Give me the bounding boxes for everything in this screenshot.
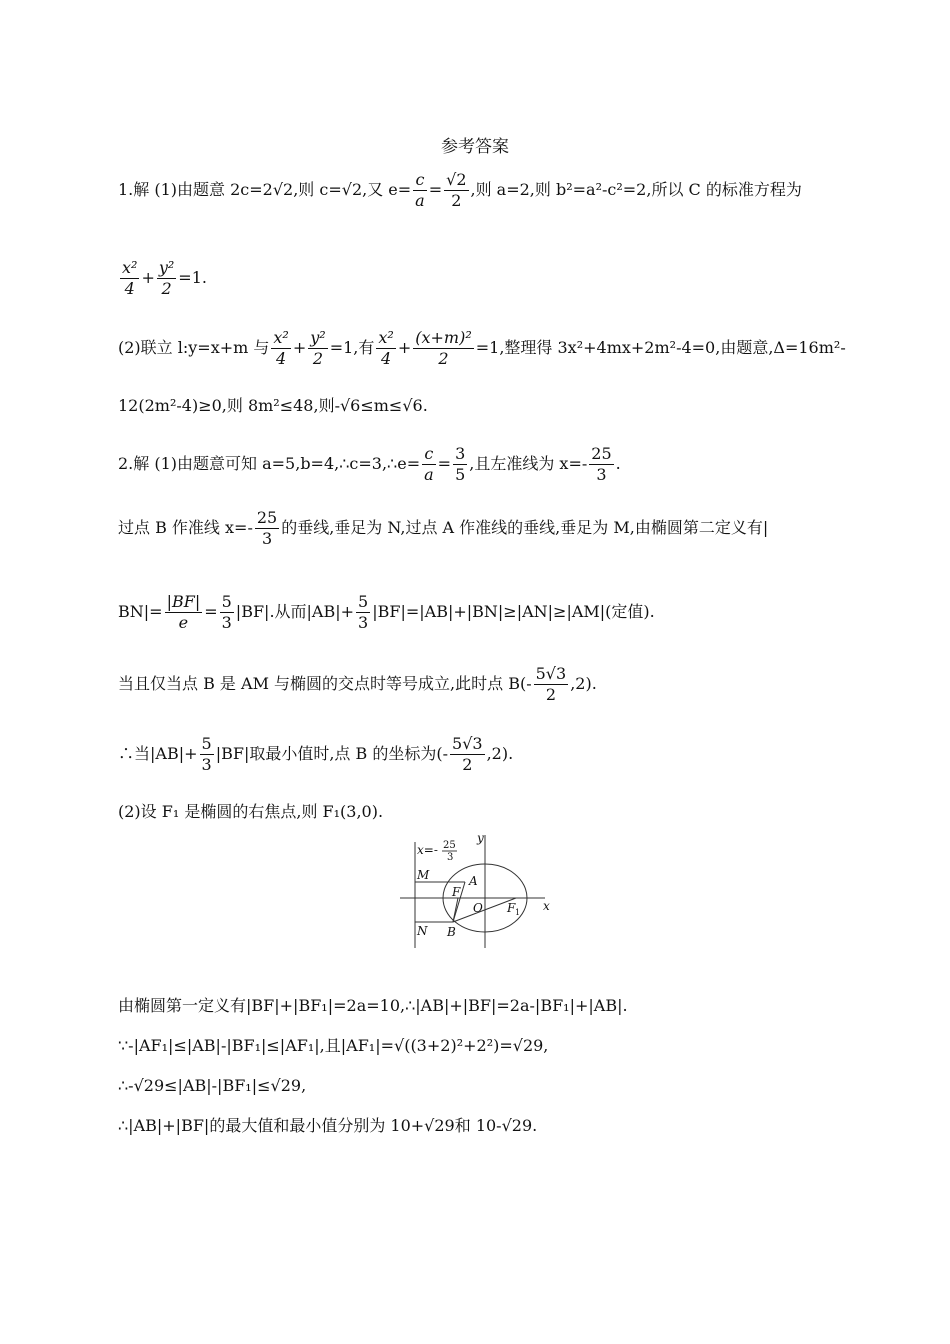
plus-sign: + (397, 338, 412, 357)
frac-5r3-2-b: $\frac{5√3}{2}$ (452, 734, 483, 774)
frac-root2-2: $\frac{√2}{2}$ (446, 170, 467, 210)
svg-text:3: 3 (447, 852, 454, 863)
q2-l3-text-c: |BF|=|AB|+|BN|≥|AN|≥|AM|(定值). (372, 602, 655, 621)
q2-line3 (118, 592, 655, 633)
q2-l4-text-a: 当且仅当点 B 是 AM 与椭圆的交点时等号成立,此时点 B(- (118, 674, 532, 693)
frac-x2-4-c: $\frac{\text{x²}}{4}$ (378, 328, 394, 368)
q2-l5-text-a: ∴当|AB|+ (118, 744, 198, 763)
frac-5r3-2: $\frac{5√3}{2}$ (535, 664, 567, 704)
svg-text:1: 1 (515, 908, 521, 917)
frac-3-5: $\frac{3}{5}$ (455, 444, 466, 484)
q2-text-c: . (615, 454, 621, 473)
std-tail: =1. (178, 268, 207, 287)
equals-sign: = (428, 180, 443, 199)
svg-text:25: 25 (443, 840, 456, 851)
label-b: B (447, 925, 456, 939)
q2-text-b: ,且左准线为 x=- (469, 454, 588, 473)
q2-l3-text-b: |BF|.从而|AB|+ (235, 602, 355, 621)
equals-sign: = (437, 454, 452, 473)
q2-line1 (118, 444, 621, 485)
q2-line6: (2)设 F₁ 是椭圆的右焦点,则 F₁(3,0). (118, 802, 384, 821)
frac-x2-4-b: $\frac{\text{x²}}{4}$ (273, 328, 289, 368)
label-m: M (417, 868, 430, 882)
q2-text-a: 2.解 (1)由题意可知 a=5,b=4,∴c=3,∴e= (118, 454, 421, 473)
q1-part2-line2: 12(2m²-4)≥0,则 8m²≤48,则-√6≤m≤√6. (118, 396, 428, 415)
q1-text-a: 1.解 (1)由题意 2c=2√2,则 c=√2,又 e= (118, 180, 412, 199)
q2-l2-text-b: 的垂线,垂足为 N,过点 A 作准线的垂线,垂足为 M,由椭圆第二定义有| (281, 518, 769, 537)
label-x: x (543, 899, 550, 913)
label-n: N (417, 924, 428, 938)
equals-sign: = (204, 602, 218, 621)
frac-c-a-2: $\frac{c}{a}$ (424, 444, 434, 484)
frac-25-3: $\frac{25}{3}$ (591, 444, 612, 484)
q2-line2 (118, 508, 768, 549)
q2-line8: ∵-|AF₁|≤|AB|-|BF₁|≤|AF₁|,且|AF₁|=√((3+2)²+2²)=√29, (118, 1036, 549, 1055)
q2-line4 (118, 664, 597, 705)
plus-sign: + (141, 268, 155, 287)
q2-l3-text-a: BN|= (118, 602, 163, 621)
q2-line5 (118, 734, 513, 775)
frac-x2-4: $\frac{\text{x²}}{4}$ (122, 258, 138, 298)
frac-5-3-b: $\frac{5}{3}$ (358, 592, 369, 632)
frac-y2-2: $\frac{\text{y²}}{2}$ (158, 258, 175, 298)
q1-line1 (118, 170, 802, 211)
q1-p2-text-c: =1,整理得 3x²+4mx+2m²-4=0,由题意,Δ=16m²- (475, 338, 846, 357)
q1-p2-text-a: (2)联立 l:y=x+m 与 (118, 338, 270, 357)
q2-l5-text-b: |BF|取最小值时,点 B 的坐标为(- (215, 744, 449, 763)
ellipse-figure (395, 830, 565, 950)
frac-5-3-c: $\frac{5}{3}$ (201, 734, 212, 774)
plus-sign: + (292, 338, 307, 357)
q2-l4-text-b: ,2). (570, 674, 597, 693)
label-y: y (477, 831, 484, 845)
frac-y2-2-b: $\frac{\text{y²}}{2}$ (310, 328, 326, 368)
q2-l2-text-a: 过点 B 作准线 x=- (118, 518, 253, 537)
q2-l5-text-c: ,2). (486, 744, 514, 763)
label-f: F (452, 885, 461, 899)
label-f1: F (507, 901, 516, 915)
label-a: A (469, 874, 478, 888)
label-directrix: x=- (417, 843, 438, 857)
frac-xm2-2: $\frac{\text{(x+m)²}}{2}$ (415, 328, 472, 368)
q2-line7: 由椭圆第一定义有|BF|+|BF₁|=2a=10,∴|AB|+|BF|=2a-|BF₁|+|AB|. (118, 996, 628, 1015)
frac-c-a: $\frac{c}{a}$ (415, 170, 425, 210)
page-title: 参考答案 (441, 137, 509, 157)
q1-p2-text-b: =1,有 (329, 338, 375, 357)
frac-bf-e: $\frac{|BF|}{e}$ (166, 592, 201, 632)
frac-5-3: $\frac{5}{3}$ (221, 592, 232, 632)
q1-part2-line1 (118, 328, 846, 369)
q1-standard-equation (118, 258, 207, 299)
line-bf (453, 898, 458, 922)
q1-text-b: ,则 a=2,则 b²=a²-c²=2,所以 C 的标准方程为 (470, 180, 802, 199)
q2-line10: ∴|AB|+|BF|的最大值和最小值分别为 10+√29和 10-√29. (118, 1116, 538, 1135)
label-o: O (473, 901, 483, 915)
q2-line9: ∴-√29≤|AB|-|BF₁|≤√29, (118, 1076, 307, 1095)
frac-25-3-b: $\frac{25}{3}$ (256, 508, 278, 548)
